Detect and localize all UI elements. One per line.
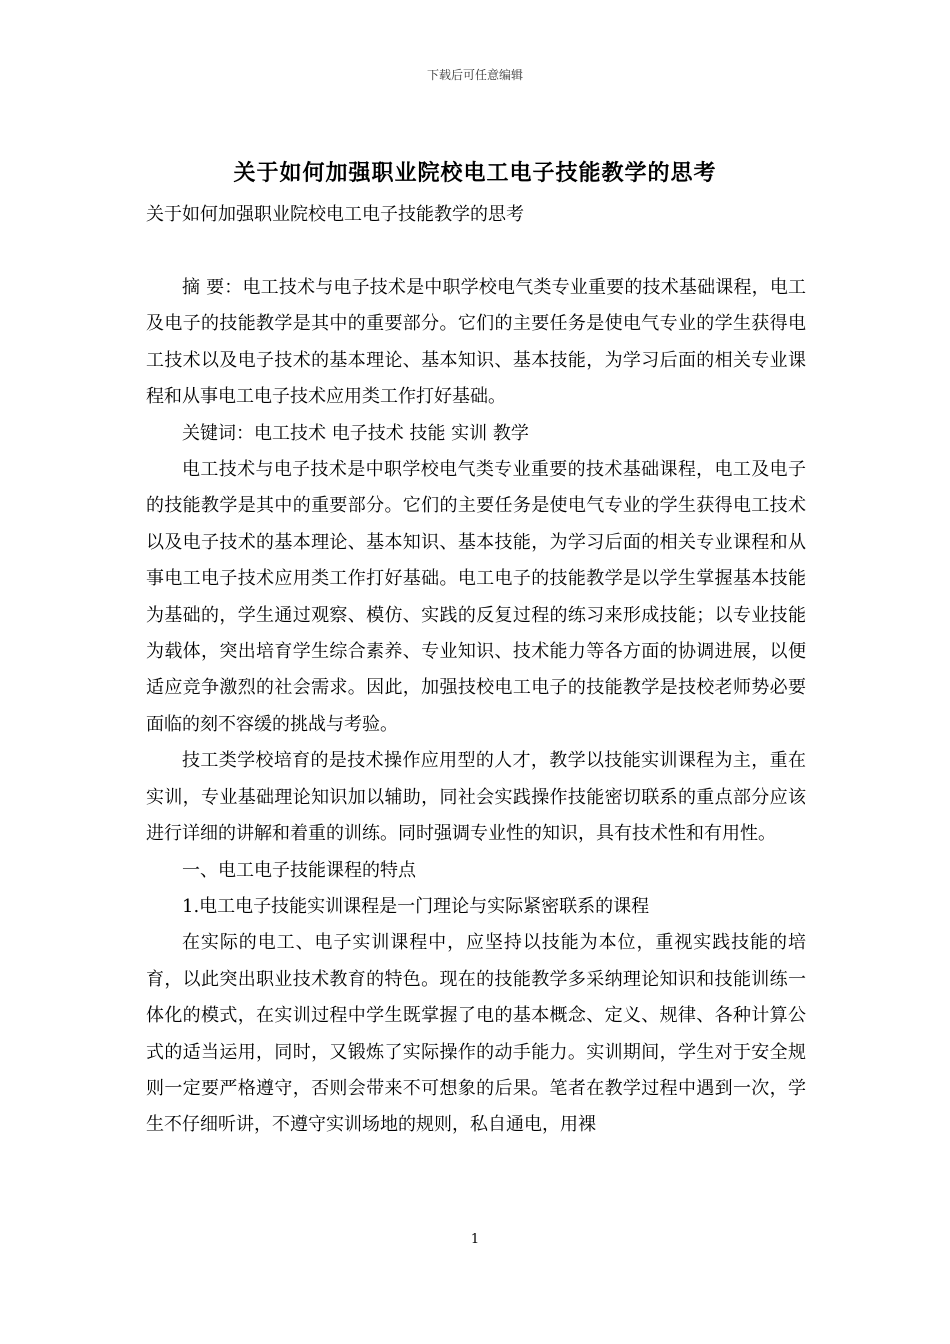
abstract-paragraph: 摘 要：电工技术与电子技术是中职学校电气类专业重要的技术基础课程，电工及电子的技能教学是其中的重要部分。它们的主要任务是使电气专业的学生获得电工技术以及电子技术的基本理论、基本知识、基本技能，为学习后面的相关专业课程和从事电工电子技术应用类工作打好基础。 [146,277,806,408]
body-paragraph: 技工类学校培育的是技术操作应用型的人才，教学以技能实训课程为主，重在实训，专业基础理论知识加以辅助，同社会实践操作技能密切联系的重点部分应该进行详细的讲解和着重的训练。同时强调专业性的知识，具有技术性和有用性。 [146,750,806,845]
body-paragraph: 电工技术与电子技术是中职学校电气类专业重要的技术基础课程，电工及电子的技能教学是其中的重要部分。它们的主要任务是使电气专业的学生获得电工技术以及电子技术的基本理论、基本知识、基本技能，为学习后面的相关专业课程和从事电工电子技术应用类工作打好基础。电工电子的技能教学是以学生掌握基本技能为基础的，学生通过观察、模仿、实践的反复过程的练习来形成技能；以专业技能为载体，突出培育学生综合素养、专业知识、技术能力等各方面的协调进展，以便适应竞争激烈的社会需求。因此，加强技校电工电子的技能教学是技校老师势必要面临的刻不容缓的挑战与考验。 [146,459,806,735]
keywords-paragraph: 关键词：电工技术 电子技术 技能 实训 教学 [182,422,529,444]
header-note: 下载后可任意编辑 [426,68,523,82]
body-paragraph: 在实际的电工、电子实训课程中，应坚持以技能为本位，重视实践技能的培育，以此突出职业技术教育的特色。现在的技能教学多采纳理论知识和技能训练一体化的模式，在实训过程中学生既掌握了电的基本概念、定义、规律、各种计算公式的适当运用，同时，又锻炼了实际操作的动手能力。实训期间，学生对于安全规则一定要严格遵守，否则会带来不可想象的后果。笔者在教学过程中遇到一次，学生不仔细听讲，不遵守实训场地的规则，私自通电，用裸 [146,932,806,1136]
subsection-heading: 1.电工电子技能实训课程是一门理论与实际紧密联系的课程 [182,895,650,917]
document-title: 关于如何加强职业院校电工电子技能教学的思考 [233,160,717,186]
document-body [146,270,806,1144]
document-subtitle: 关于如何加强职业院校电工电子技能教学的思考 [146,204,524,225]
page-number: 1 [470,1232,480,1247]
section-heading: 一、电工电子技能课程的特点 [182,859,416,881]
